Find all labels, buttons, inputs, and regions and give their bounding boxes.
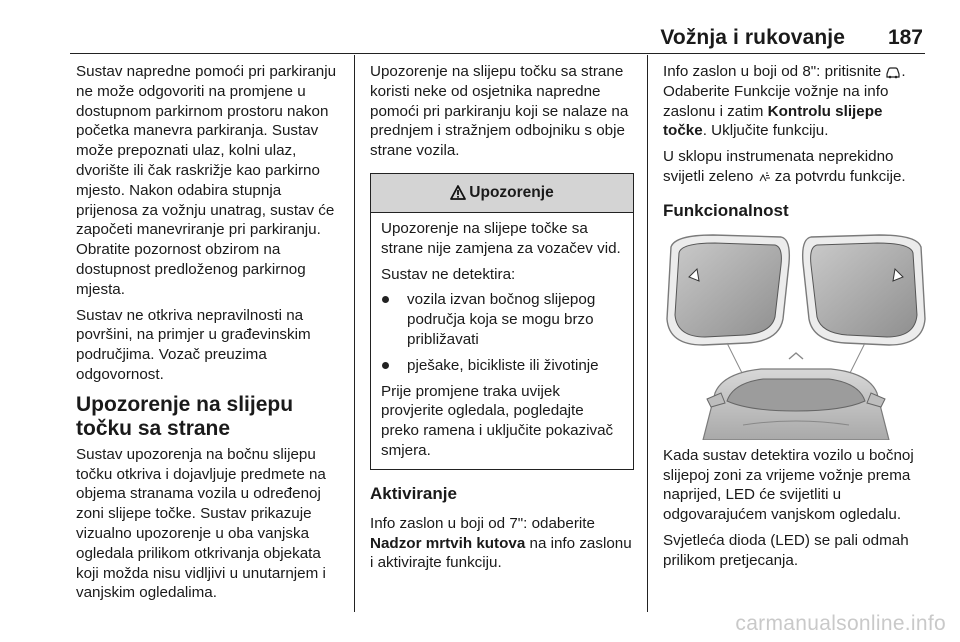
warning-title: Upozorenje (469, 184, 554, 202)
subheading-functionality: Funkcionalnost (663, 200, 789, 220)
chapter-title: Vožnja i rukovanje (660, 26, 845, 49)
warning-header (371, 174, 633, 213)
paragraph: Info zaslon u boji od 7": odaberite Nadzor mrtvih kutova na info zaslonu i aktivirajte funkciju. (370, 514, 632, 572)
paragraph: Info zaslon u boji od 8": pritisnite . Odaberite Funkcije vožnje na info zaslonu i zatim Kontrolu slijepe točke. Uključite funkciju. (663, 63, 906, 140)
paragraph: Upozorenje na slijepu točku sa strane koristi neke od osjetnika napredne pomoći pri parkiranju koji se nalaze na prednjem i stražnjem odbojniku s obje strane vozila. (370, 63, 629, 160)
mirror-car-illustration (663, 233, 929, 440)
warning-text: Sustav ne detektira: (381, 265, 516, 283)
warning-triangle-icon (450, 185, 466, 200)
paragraph: Svjetleća dioda (LED) se pali odmah prilikom pretjecanja. (663, 531, 909, 569)
column-3 (663, 62, 929, 577)
paragraph: Sustav upozorenja na bočnu slijepu točku otkriva i dojavljuje predmete na objema stranama vozila u određenoj zoni slijepe točke. Sustav prikazuje vizualno upozorenje u oba vanjska ogledala prilikom otkrivanja objekata koji možda nisu vidljivi u unutarnjem i vanjskim ogledalima. (76, 445, 326, 602)
paragraph: Sustav ne otkriva nepravilnosti na površini, na primjer u građevinskim područjima. Vozač preuzima odgovornost. (76, 306, 311, 383)
menu-term: Kontrolu slijepe točke (663, 102, 883, 140)
menu-term: Nadzor mrtvih kutova (370, 534, 526, 552)
paragraph: Kada sustav detektira vozilo u bočnoj slijepoj zoni za vrijeme vožnje prema naprijed, LED će svijetliti u odgovarajućem vanjskom ogledalu. (663, 446, 914, 524)
warning-bullet-list (381, 290, 623, 375)
watermark: carmanualsonline.info (735, 612, 946, 635)
paragraph: Sustav napredne pomoći pri parkiranju ne može odgovoriti na promjene u dostupnom parkirnom prostoru nakon početka manevra parkiranja. Sustav može prepoznati ulaz, kolni ulaz, dvorište ili čak raskrižje kao parkirno mjesto. Nakon odabira stupnja prijenosa za vožnju unatrag, sustav će započeti manevriranje pri parkiranju. Obratite pozornost obzirom na dostupnost predloženog parkirnog mjesta. (76, 63, 337, 298)
car-settings-icon (885, 65, 901, 79)
bullet-icon (382, 362, 389, 369)
warning-box (370, 173, 634, 470)
header-rule (70, 53, 925, 54)
warning-text: Upozorenje na slijepe točke sa strane nije zamjena za vozačev vid. (381, 219, 621, 257)
blind-spot-indicator-icon (758, 171, 771, 184)
column-2 (370, 62, 634, 579)
bullet-icon (382, 296, 389, 303)
warning-body (371, 213, 633, 469)
paragraph: U sklopu instrumenata neprekidno svijetli zeleno za potvrdu funkcije. (663, 148, 906, 185)
list-item: vozila izvan bočnog slijepog područja koja se mogu brzo približavati (381, 290, 623, 349)
page-header (0, 0, 960, 52)
column-1 (76, 62, 344, 609)
page-number: 187 (887, 26, 923, 49)
warning-text: Prije promjene traka uvijek provjerite ogledala, pogledajte preko ramena i uključite pokazivač smjera. (381, 382, 614, 459)
column-divider-2 (647, 55, 648, 612)
list-item: pješake, bicikliste ili životinje (381, 356, 623, 376)
subheading-activation: Aktiviranje (370, 483, 457, 503)
section-title: Upozorenje na slijepu točku sa strane (76, 392, 294, 440)
column-divider-1 (354, 55, 355, 612)
